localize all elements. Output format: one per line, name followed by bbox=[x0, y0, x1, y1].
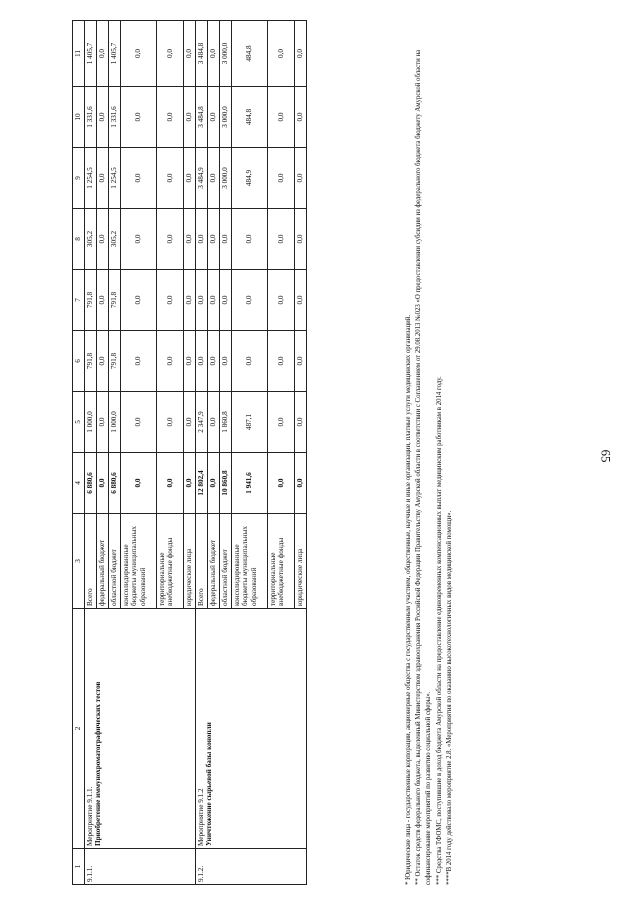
amount-cell: 0,0 bbox=[196, 331, 208, 392]
column-number: 6 bbox=[73, 331, 85, 392]
amount-cell: 0,0 bbox=[208, 209, 220, 270]
funding-source: федеральный бюджет bbox=[97, 514, 109, 609]
table-row bbox=[196, 21, 208, 885]
amount-cell: 12 802,4 bbox=[196, 453, 208, 514]
amount-cell: 791,8 bbox=[85, 270, 97, 331]
amount-cell: 1 331,6 bbox=[85, 87, 97, 148]
funding-source: областной бюджет bbox=[109, 514, 121, 609]
amount-cell: 1 860,8 bbox=[220, 392, 232, 453]
amount-cell: 0,0 bbox=[97, 148, 109, 209]
amount-cell: 0,0 bbox=[295, 331, 307, 392]
amount-cell: 0,0 bbox=[268, 148, 295, 209]
amount-cell: 0,0 bbox=[208, 453, 220, 514]
amount-cell: 0,0 bbox=[157, 331, 184, 392]
amount-cell: 0,0 bbox=[268, 87, 295, 148]
funding-source: консолидированные бюджеты муниципальных образований bbox=[232, 514, 268, 609]
amount-cell: 791,8 bbox=[109, 331, 121, 392]
amount-cell: 0,0 bbox=[184, 87, 196, 148]
page-number: 65 bbox=[598, 449, 614, 463]
amount-cell: 0,0 bbox=[121, 392, 157, 453]
amount-cell: 0,0 bbox=[295, 392, 307, 453]
amount-cell: 0,0 bbox=[184, 392, 196, 453]
column-number: 11 bbox=[73, 21, 85, 87]
amount-cell: 791,8 bbox=[85, 331, 97, 392]
amount-cell: 0,0 bbox=[121, 453, 157, 514]
measure-code: 9.1.2. bbox=[196, 849, 307, 885]
column-number: 2 bbox=[73, 609, 85, 849]
amount-cell: 0,0 bbox=[97, 209, 109, 270]
amount-cell: 0,0 bbox=[97, 392, 109, 453]
measure-description: Приобретение иммунохроматографических тестов bbox=[94, 681, 103, 846]
column-number-row bbox=[73, 21, 85, 885]
amount-cell: 0,0 bbox=[232, 270, 268, 331]
amount-cell: 0,0 bbox=[184, 270, 196, 331]
amount-cell: 0,0 bbox=[157, 453, 184, 514]
amount-cell: 1 000,0 bbox=[85, 392, 97, 453]
amount-cell: 6 880,6 bbox=[109, 453, 121, 514]
table-row bbox=[85, 21, 97, 885]
amount-cell: 3 000,0 bbox=[220, 148, 232, 209]
amount-cell: 0,0 bbox=[295, 148, 307, 209]
footnote: ** Остаток средств федерального бюджета, выделенный Министерством здравоохранения Российской Федерации Правительству Амурской области в соответствии с Соглашением от 29.08.2013 №023 «О предоставлении субсидии из федерального бюджета бюджету Амурской области на софинансирование мероприятий по развитию социальной сферы». bbox=[415, 49, 433, 885]
amount-cell: 0,0 bbox=[157, 148, 184, 209]
amount-cell: 0,0 bbox=[121, 21, 157, 87]
amount-cell: 2 347,9 bbox=[196, 392, 208, 453]
column-number: 8 bbox=[73, 209, 85, 270]
amount-cell: 0,0 bbox=[295, 209, 307, 270]
amount-cell: 0,0 bbox=[208, 331, 220, 392]
amount-cell: 0,0 bbox=[295, 453, 307, 514]
amount-cell: 0,0 bbox=[184, 331, 196, 392]
amount-cell: 1 941,6 bbox=[232, 453, 268, 514]
amount-cell: 1 405,7 bbox=[85, 21, 97, 87]
amount-cell: 3 484,8 bbox=[196, 87, 208, 148]
amount-cell: 1 405,7 bbox=[109, 21, 121, 87]
funding-source: территориальные внебюджетные фонды bbox=[157, 514, 184, 609]
measure-cell bbox=[85, 609, 196, 849]
column-number: 3 bbox=[73, 514, 85, 609]
amount-cell: 1 254,5 bbox=[85, 148, 97, 209]
amount-cell: 0,0 bbox=[208, 87, 220, 148]
amount-cell: 0,0 bbox=[97, 453, 109, 514]
amount-cell: 10 860,8 bbox=[220, 453, 232, 514]
amount-cell: 3 000,0 bbox=[220, 21, 232, 87]
amount-cell: 3 484,9 bbox=[196, 148, 208, 209]
amount-cell: 0,0 bbox=[220, 270, 232, 331]
amount-cell: 487,1 bbox=[232, 392, 268, 453]
rotated-page-content bbox=[72, 20, 632, 885]
column-number: 5 bbox=[73, 392, 85, 453]
amount-cell: 0,0 bbox=[184, 209, 196, 270]
amount-cell: 0,0 bbox=[97, 21, 109, 87]
column-number: 9 bbox=[73, 148, 85, 209]
footnotes bbox=[404, 20, 455, 885]
amount-cell: 0,0 bbox=[184, 453, 196, 514]
funding-source: юридические лица bbox=[295, 514, 307, 609]
amount-cell: 0,0 bbox=[295, 87, 307, 148]
amount-cell: 0,0 bbox=[121, 148, 157, 209]
amount-cell: 0,0 bbox=[268, 392, 295, 453]
amount-cell: 0,0 bbox=[208, 21, 220, 87]
amount-cell: 3 000,0 bbox=[220, 87, 232, 148]
amount-cell: 484,8 bbox=[232, 87, 268, 148]
amount-cell: 305,2 bbox=[85, 209, 97, 270]
amount-cell: 0,0 bbox=[268, 331, 295, 392]
measure-code: 9.1.1. bbox=[85, 849, 196, 885]
amount-cell: 0,0 bbox=[157, 270, 184, 331]
amount-cell: 0,0 bbox=[268, 270, 295, 331]
amount-cell: 0,0 bbox=[184, 148, 196, 209]
amount-cell: 0,0 bbox=[220, 331, 232, 392]
amount-cell: 0,0 bbox=[295, 270, 307, 331]
amount-cell: 484,9 bbox=[232, 148, 268, 209]
amount-cell: 0,0 bbox=[121, 270, 157, 331]
amount-cell: 0,0 bbox=[268, 21, 295, 87]
funding-source: территориальные внебюджетные фонды bbox=[268, 514, 295, 609]
footnote: ****В 2014 году действовало мероприятие 2.8. «Мероприятия по оказанию высокотехнологичных видов медицинской помощи». bbox=[445, 510, 453, 885]
funding-table bbox=[72, 20, 307, 885]
amount-cell: 0,0 bbox=[208, 148, 220, 209]
funding-source: Всего bbox=[196, 514, 208, 609]
amount-cell: 0,0 bbox=[157, 87, 184, 148]
measure-title: Мероприятие 9.1.1. bbox=[86, 786, 94, 846]
amount-cell: 0,0 bbox=[121, 331, 157, 392]
amount-cell: 0,0 bbox=[295, 21, 307, 87]
amount-cell: 0,0 bbox=[196, 209, 208, 270]
amount-cell: 484,8 bbox=[232, 21, 268, 87]
funding-source: консолидированные бюджеты муниципальных образований bbox=[121, 514, 157, 609]
amount-cell: 0,0 bbox=[157, 392, 184, 453]
amount-cell: 0,0 bbox=[268, 453, 295, 514]
column-number: 10 bbox=[73, 87, 85, 148]
measure-description: Уничтожение сырьевой базы конопли bbox=[205, 722, 214, 846]
amount-cell: 0,0 bbox=[121, 209, 157, 270]
amount-cell: 0,0 bbox=[208, 392, 220, 453]
measure-cell bbox=[196, 609, 307, 849]
footnote: *** Средства ТФОМС, поступившие в доход бюджета Амурской области на предоставление единовременных компенсационных выплат медицинским работникам в 2014 году. bbox=[435, 376, 443, 885]
amount-cell: 0,0 bbox=[157, 209, 184, 270]
column-number: 1 bbox=[73, 849, 85, 885]
amount-cell: 0,0 bbox=[184, 21, 196, 87]
amount-cell: 0,0 bbox=[157, 21, 184, 87]
amount-cell: 6 880,6 bbox=[85, 453, 97, 514]
column-number: 7 bbox=[73, 270, 85, 331]
amount-cell: 0,0 bbox=[97, 270, 109, 331]
amount-cell: 0,0 bbox=[208, 270, 220, 331]
amount-cell: 1 000,0 bbox=[109, 392, 121, 453]
amount-cell: 3 484,8 bbox=[196, 21, 208, 87]
funding-source: федеральный бюджет bbox=[208, 514, 220, 609]
amount-cell: 791,8 bbox=[109, 270, 121, 331]
amount-cell: 0,0 bbox=[232, 209, 268, 270]
amount-cell: 0,0 bbox=[97, 331, 109, 392]
amount-cell: 305,2 bbox=[109, 209, 121, 270]
amount-cell: 0,0 bbox=[121, 87, 157, 148]
amount-cell: 1 331,6 bbox=[109, 87, 121, 148]
funding-source: юридические лица bbox=[184, 514, 196, 609]
amount-cell: 0,0 bbox=[196, 270, 208, 331]
amount-cell: 0,0 bbox=[220, 209, 232, 270]
column-number: 4 bbox=[73, 453, 85, 514]
measure-title: Мероприятие 9.1.2 bbox=[197, 788, 205, 846]
amount-cell: 0,0 bbox=[232, 331, 268, 392]
amount-cell: 0,0 bbox=[268, 209, 295, 270]
funding-source: областной бюджет bbox=[220, 514, 232, 609]
footnote: * Юридические лица - государственные корпорации, акционерные общества с государственным участием, общественные, научные и иные организации, платные услуги медицинских организаций. bbox=[405, 314, 412, 885]
funding-source: Всего bbox=[85, 514, 97, 609]
amount-cell: 0,0 bbox=[97, 87, 109, 148]
amount-cell: 1 254,5 bbox=[109, 148, 121, 209]
